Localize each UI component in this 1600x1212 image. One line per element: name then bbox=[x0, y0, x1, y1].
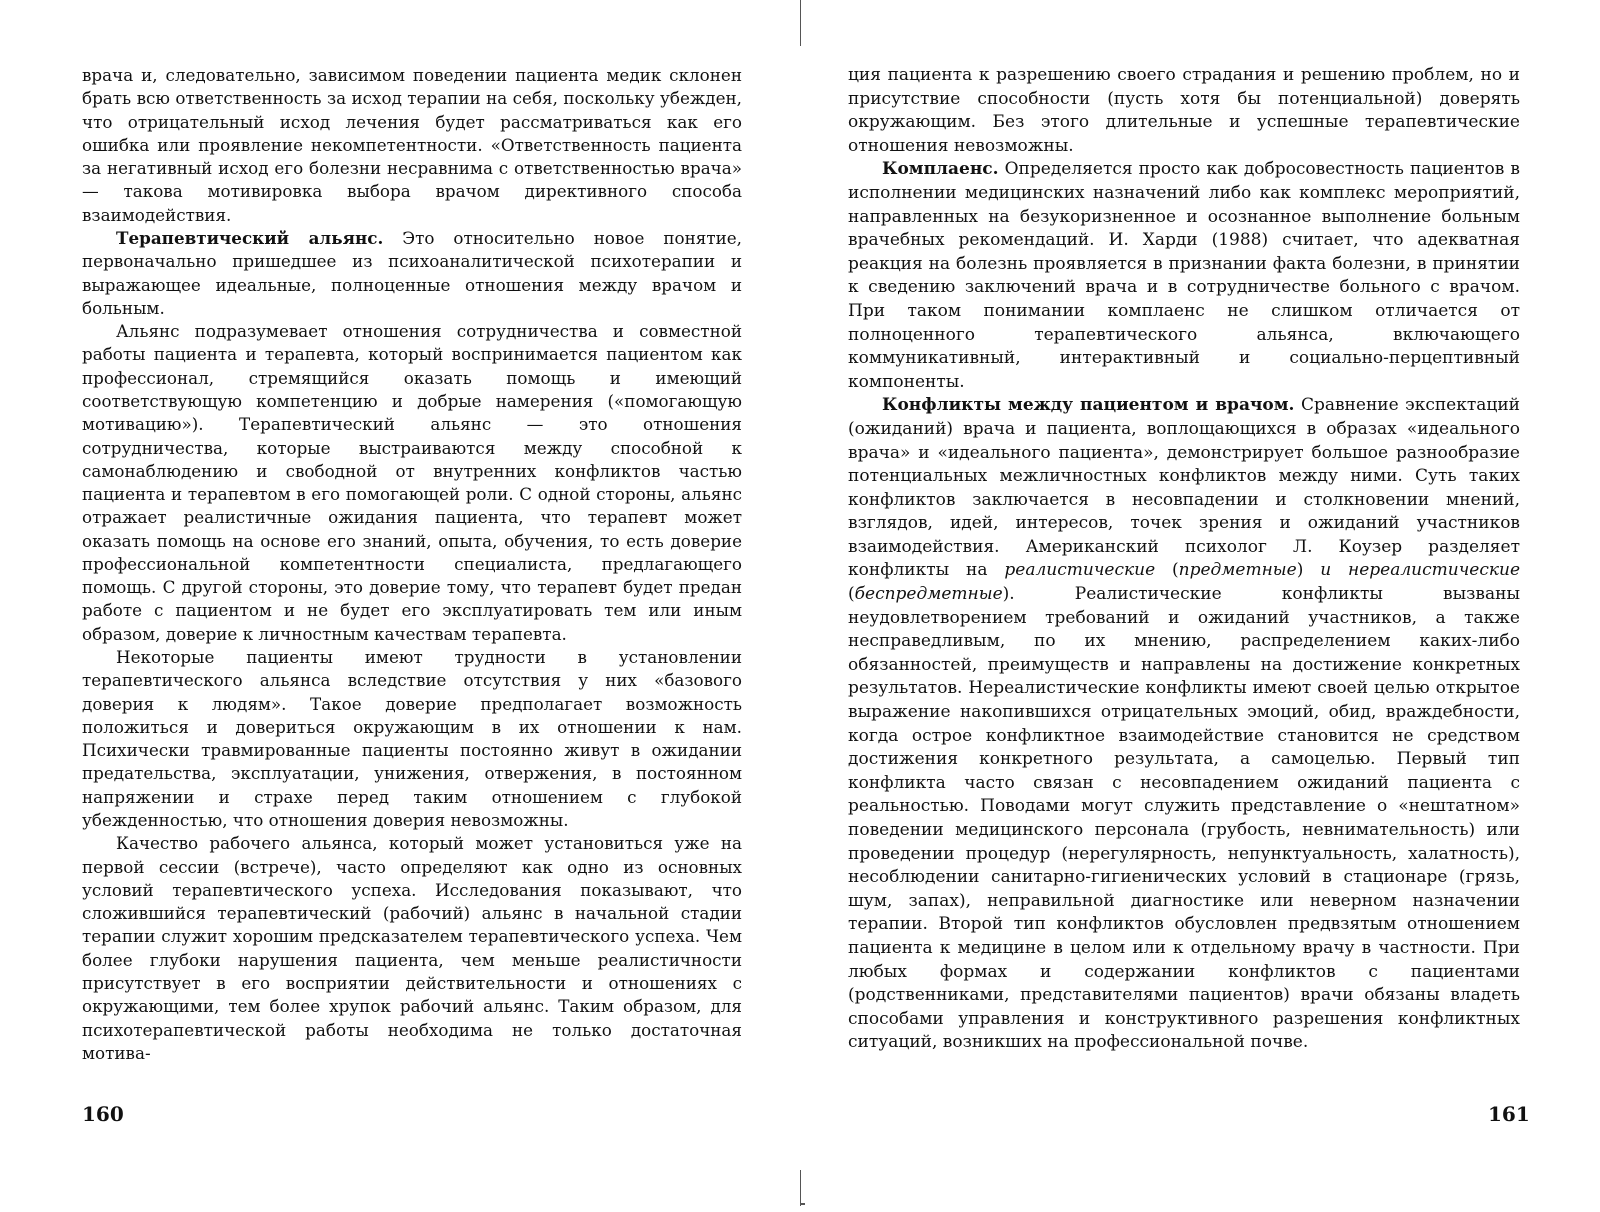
body-text: Альянс подразумевает отношения сотрудничества и совместной работы пациента и терапевта, который воспринимается пациентом как профессионал, стремящийся оказать помощь и имеющий соответствующую компетенцию и добрые намерения («помогающую мотивацию»). Терапевтический альянс — это отношения сотрудничества, которые выстраиваются между способной к самонаблюдению и свободной от внутренних конфликтов частью пациента и терапевтом в его помогающей роли. С одной стороны, альянс отражает реалистичные ожидания пациента, что терапевт может оказать помощь на основе его знаний, опыта, обучения, то есть доверие профессиональной компетентности специалиста, предлагающего помощь. С другой стороны, это доверие тому, что терапевт будет предан работе с пациентом и не будет его эксплуатировать тем или иным образом, доверие к личностным качествам терапевта. bbox=[82, 321, 742, 644]
emphasis-text: предметные bbox=[1178, 560, 1297, 581]
paragraph bbox=[82, 320, 742, 646]
emphasis-text: реалистические bbox=[1004, 560, 1156, 581]
right-page bbox=[800, 0, 1600, 1212]
paragraph bbox=[82, 64, 742, 227]
left-page-text bbox=[82, 64, 742, 1065]
section-heading: Комплаенс. bbox=[882, 159, 999, 180]
page-number-right: 161 bbox=[1488, 1102, 1530, 1126]
body-text: ция пациента к разрешению своего страдания и решению проблем, но и присутствие способности (пусть хотя бы потенциальной) доверять окружающим. Без этого длительные и успешные терапевтические отношения невозможны. bbox=[848, 65, 1520, 156]
right-page-text bbox=[848, 64, 1520, 1055]
body-text: ). Реалистические конфликты вызваны неудовлетворением требований и ожиданий участников, а также несправедливым, по их мнению, распределением каких-либо обязанностей, преимуществ и направлены на достижение конкретных результатов. Нереалистические конфликты имеют своей целью открытое выражение накопившихся отрицательных эмоций, обид, враждебности, когда острое конфликтное взаимодействие становится не средством достижения конкретного результата, а самоцелью. Первый тип конфликта часто связан с несовпадением ожиданий пациента с реальностью. Поводами могут служить представление о «нештатном» поведении медицинского персонала (грубость, невнимательность) или проведении процедур (нерегулярность, непунктуальность, халатность), несоблюдении санитарно-гигиенических условий в стационаре (грязь, шум, запах), неправильной диагностике или неверном назначении терапии. Второй тип конфликтов обусловлен предвзятым отношением пациента к медицине в целом или к отдельному врачу в частности. При любых формах и содержании конфликтов с пациентами (родственниками, представителями пациентов) врачи обязаны владеть способами управления и конструктивного разрешения конфликтных ситуаций, возникших на профессиональной почве. bbox=[848, 584, 1520, 1053]
body-text: Определяется просто как добросовестность пациентов в исполнении медицинских назначений либо как комплекс мероприятий, направленных на безукоризненное и осознанное выполнение больным врачебных рекомендаций. И. Харди (1988) считает, что адекватная реакция на болезнь проявляется в признании факта болезни, в принятии к сведению заключений врача и в сотрудничестве больного с врачом. При таком понимании комплаенс не слишком отличается от полноценного терапевтического альянса, включающего коммуникативный, интерактивный и социально-перцептивный компоненты. bbox=[848, 159, 1520, 392]
body-text: Качество рабочего альянса, который может установиться уже на первой сессии (встрече), часто определяют как одно из основных условий терапевтического успеха. Исследования показывают, что сложившийся терапевтический (рабочий) альянс в начальной стадии терапии служит хорошим предсказателем терапевтического успеха. Чем более глубоки нарушения пациента, чем меньше реалистичности присутствует в его восприятии действительности и отношениях с окружающими, тем более хрупок рабочий альянс. Таким образом, для психотерапевтической работы необходима не только достаточная мотива- bbox=[82, 833, 742, 1063]
paragraph bbox=[82, 227, 742, 320]
emphasis-text: беспредметные bbox=[854, 584, 1003, 605]
body-text: Это относительно новое понятие, первоначально пришедшее из психоаналитической психотерапии и выражающее идеальные, полноценные отношения между врачом и больным. bbox=[82, 227, 742, 318]
paragraph bbox=[82, 832, 742, 1065]
paragraph bbox=[848, 158, 1520, 394]
body-text: ( bbox=[848, 584, 855, 605]
body-text: врача и, следовательно, зависимом поведении пациента медик склонен брать всю ответственность за исход терапии на себя, поскольку убежден, что отрицательный исход лечения будет рассматриваться как его ошибка или проявление некомпетентности. «Ответственность пациента за негативный исход его болезни несравнима с ответственностью врача» — такова мотивировка выбора врачом директивного способа взаимодействия. bbox=[82, 65, 742, 225]
emphasis-text: и нереалистические bbox=[1320, 560, 1521, 581]
body-text: Сравнение экспектаций (ожиданий) врача и пациента, воплощающихся в образах «идеального врача» и «идеального пациента», демонстрирует большое разнообразие потенциальных межличностных конфликтов между ними. Суть таких конфликтов заключается в несовпадении и столкновении мнений, взглядов, идей, интересов, точек зрения и ожиданий участников взаимодействия. Американский психолог Л. Коузер разделяет конфликты на bbox=[848, 395, 1520, 581]
page-number-left: 160 bbox=[82, 1102, 124, 1126]
section-heading: Конфликты между пациентом и врачом. bbox=[882, 395, 1295, 416]
body-text: ) bbox=[1296, 560, 1321, 581]
paragraph bbox=[82, 646, 742, 832]
section-heading: Терапевтический альянс. bbox=[116, 227, 384, 248]
body-text: Некоторые пациенты имеют трудности в установлении терапевтического альянса вследствие отсутствия у них «базового доверия к людям». Такое доверие предполагает возможность положиться и довериться окружающим в их отношении к нам. Психически травмированные пациенты постоянно живут в ожидании предательства, эксплуатации, унижения, отвержения, в постоянном напряжении и страхе перед таким отношением с глубокой убежденностью, что отношения доверия невозможны. bbox=[82, 647, 742, 830]
paragraph bbox=[848, 394, 1520, 1055]
paragraph bbox=[848, 64, 1520, 158]
body-text: ( bbox=[1155, 560, 1179, 581]
